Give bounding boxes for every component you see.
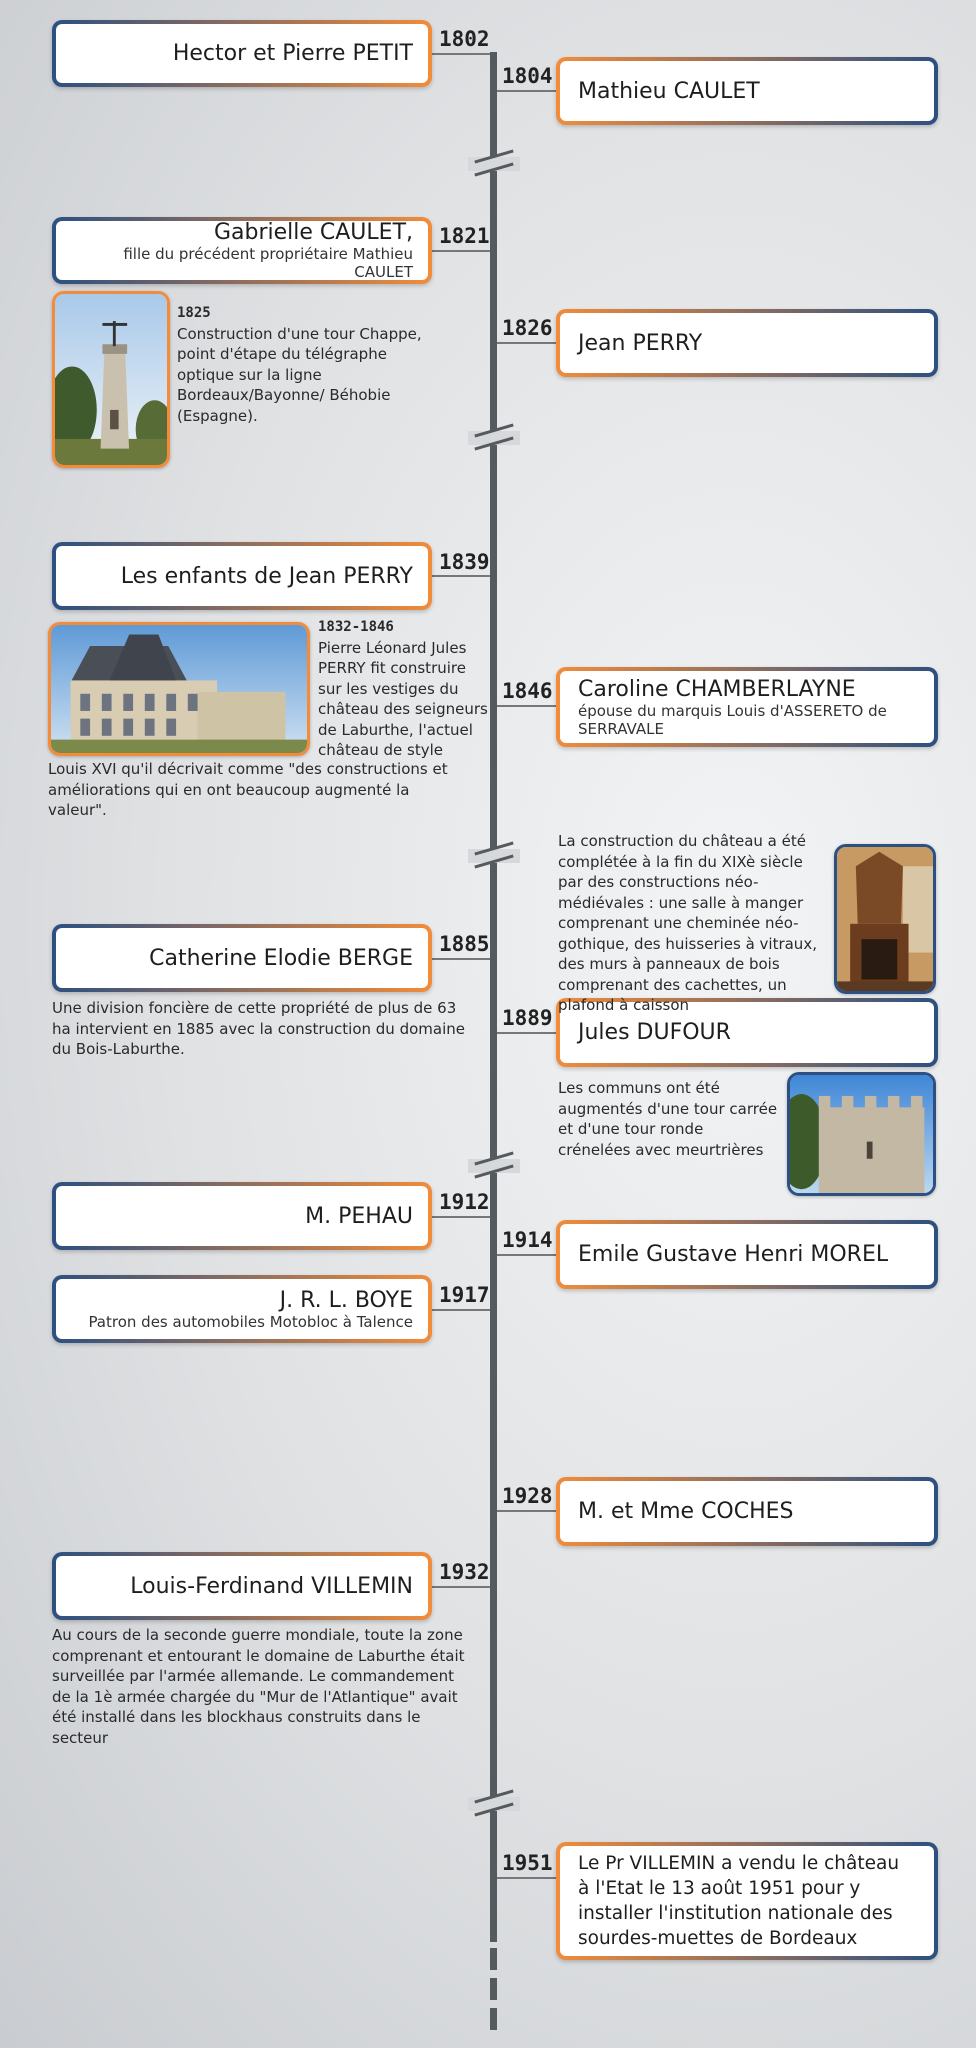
owner-card [52, 924, 432, 992]
note-year: 1832-1846 [318, 619, 394, 635]
note-text: Pierre Léonard Jules PERRY fit construire sur les vestiges du château des seigneurs de Laburthe, l'actuel château de style [318, 638, 488, 759]
communs-note: Les communs ont été augmentés d'une tour carrée et d'une tour ronde crénelées avec meurtrières [558, 1079, 778, 1159]
owner-card [52, 20, 432, 87]
owner-card [556, 1477, 938, 1546]
year-label: 1914 [502, 1228, 553, 1252]
note-text: Construction d'une tour Chappe, point d'étape du télégraphe optique sur la ligne Bordeaux/Bayonne/ Béhobie (Espagne). [177, 324, 422, 425]
chappe-tower-photo [52, 291, 170, 468]
fireplace-photo [834, 844, 936, 994]
connector [430, 575, 490, 577]
owner-name: Jules DUFOUR [578, 1020, 731, 1045]
year-label: 1826 [502, 316, 553, 340]
timeline-axis [490, 52, 497, 1942]
timeline-dash [490, 2008, 497, 2030]
year-label: 1951 [502, 1851, 553, 1875]
owner-card [556, 1220, 938, 1289]
owner-name: Emile Gustave Henri MOREL [578, 1242, 889, 1267]
connector [430, 250, 490, 252]
owner-name: Caroline CHAMBERLAYNE [578, 676, 856, 702]
year-label: 1932 [439, 1560, 490, 1584]
owner-name: Gabrielle CAULET, [213, 220, 413, 245]
chateau-note [318, 616, 493, 761]
year-label: 1917 [439, 1283, 490, 1307]
year-label: 1912 [439, 1190, 490, 1214]
year-label: 1839 [439, 550, 490, 574]
chateau-photo [48, 622, 310, 756]
year-label: 1802 [439, 27, 490, 51]
connector [497, 1510, 557, 1512]
year-label: 1889 [502, 1006, 553, 1030]
year-label: 1885 [439, 932, 490, 956]
owner-card [52, 1275, 432, 1343]
owner-card [52, 1182, 432, 1250]
owner-card [556, 57, 938, 125]
owner-subtitle: fille du précédent propriétaire Mathieu CAULET [123, 245, 413, 281]
connector [497, 90, 557, 92]
year-label: 1804 [502, 64, 553, 88]
timeline-dash [490, 1978, 497, 2000]
chappe-tower-note [177, 302, 447, 426]
owner-subtitle: épouse du marquis Louis d'ASSERETO de SERRAVALE [578, 701, 887, 738]
neo-medieval-note: La construction du château a été complétée à la fin du XIXè siècle par des constructions néo-médiévales : une salle à manger comprenant une cheminée néo-gothique, des huisseries à vitraux, des murs à panneaux de bois comprenant des cachettes, un plafond à caisson [558, 832, 817, 1014]
connector [430, 958, 490, 960]
war-note: Au cours de la seconde guerre mondiale, toute la zone comprenant et entourant le domaine de Laburthe était surveillée par l'armée allemande. Le commandement de la 1è armée chargée du "Mur de l'Atlantique" avait été installé dans les blockhaus construits dans le secteur [52, 1626, 465, 1747]
owner-name: Jean PERRY [578, 330, 703, 356]
owner-name: Louis-Ferdinand VILLEMIN [130, 1573, 413, 1599]
connector [497, 1877, 557, 1879]
owner-card [556, 667, 938, 747]
connector [497, 1254, 557, 1256]
connector [430, 1309, 490, 1311]
year-label: 1928 [502, 1484, 553, 1508]
chateau-note-continued: Louis XVI qu'il décrivait comme "des constructions et améliorations qui en ont beaucoup augmenté la valeur". [48, 760, 448, 819]
owner-name: Hector et Pierre PETIT [172, 41, 413, 66]
note-year: 1825 [177, 305, 211, 321]
owner-name: M. et Mme COCHES [578, 1499, 794, 1524]
owner-card [52, 1552, 432, 1620]
owner-card [52, 217, 432, 284]
owner-name: Catherine Elodie BERGE [149, 945, 413, 971]
owner-subtitle: Patron des automobiles Motobloc à Talence [88, 1312, 413, 1331]
land-division-note: Une division foncière de cette propriété de plus de 63 ha intervient en 1885 avec la construction du domaine du Bois-Laburthe. [52, 999, 465, 1058]
owner-name: Les enfants de Jean PERRY [120, 563, 413, 589]
connector [497, 1032, 557, 1034]
timeline-dash [490, 1948, 497, 1970]
connector [430, 53, 490, 55]
round-tower-photo [787, 1072, 936, 1196]
owner-name: J. R. L. BOYE [279, 1287, 413, 1313]
year-label: 1821 [439, 224, 490, 248]
year-label: 1846 [502, 679, 553, 703]
connector [430, 1586, 490, 1588]
owner-name: Mathieu CAULET [578, 78, 760, 104]
owner-name: M. PEHAU [305, 1203, 413, 1229]
owner-card [556, 309, 938, 377]
connector [497, 342, 557, 344]
owner-name: Le Pr VILLEMIN a vendu le château à l'Etat le 13 août 1951 pour y installer l'institution nationale des sourdes-muettes de Bordeaux [578, 1853, 900, 1949]
owner-card [556, 1842, 938, 1960]
connector [497, 705, 557, 707]
connector [430, 1216, 490, 1218]
owner-card [52, 542, 432, 610]
